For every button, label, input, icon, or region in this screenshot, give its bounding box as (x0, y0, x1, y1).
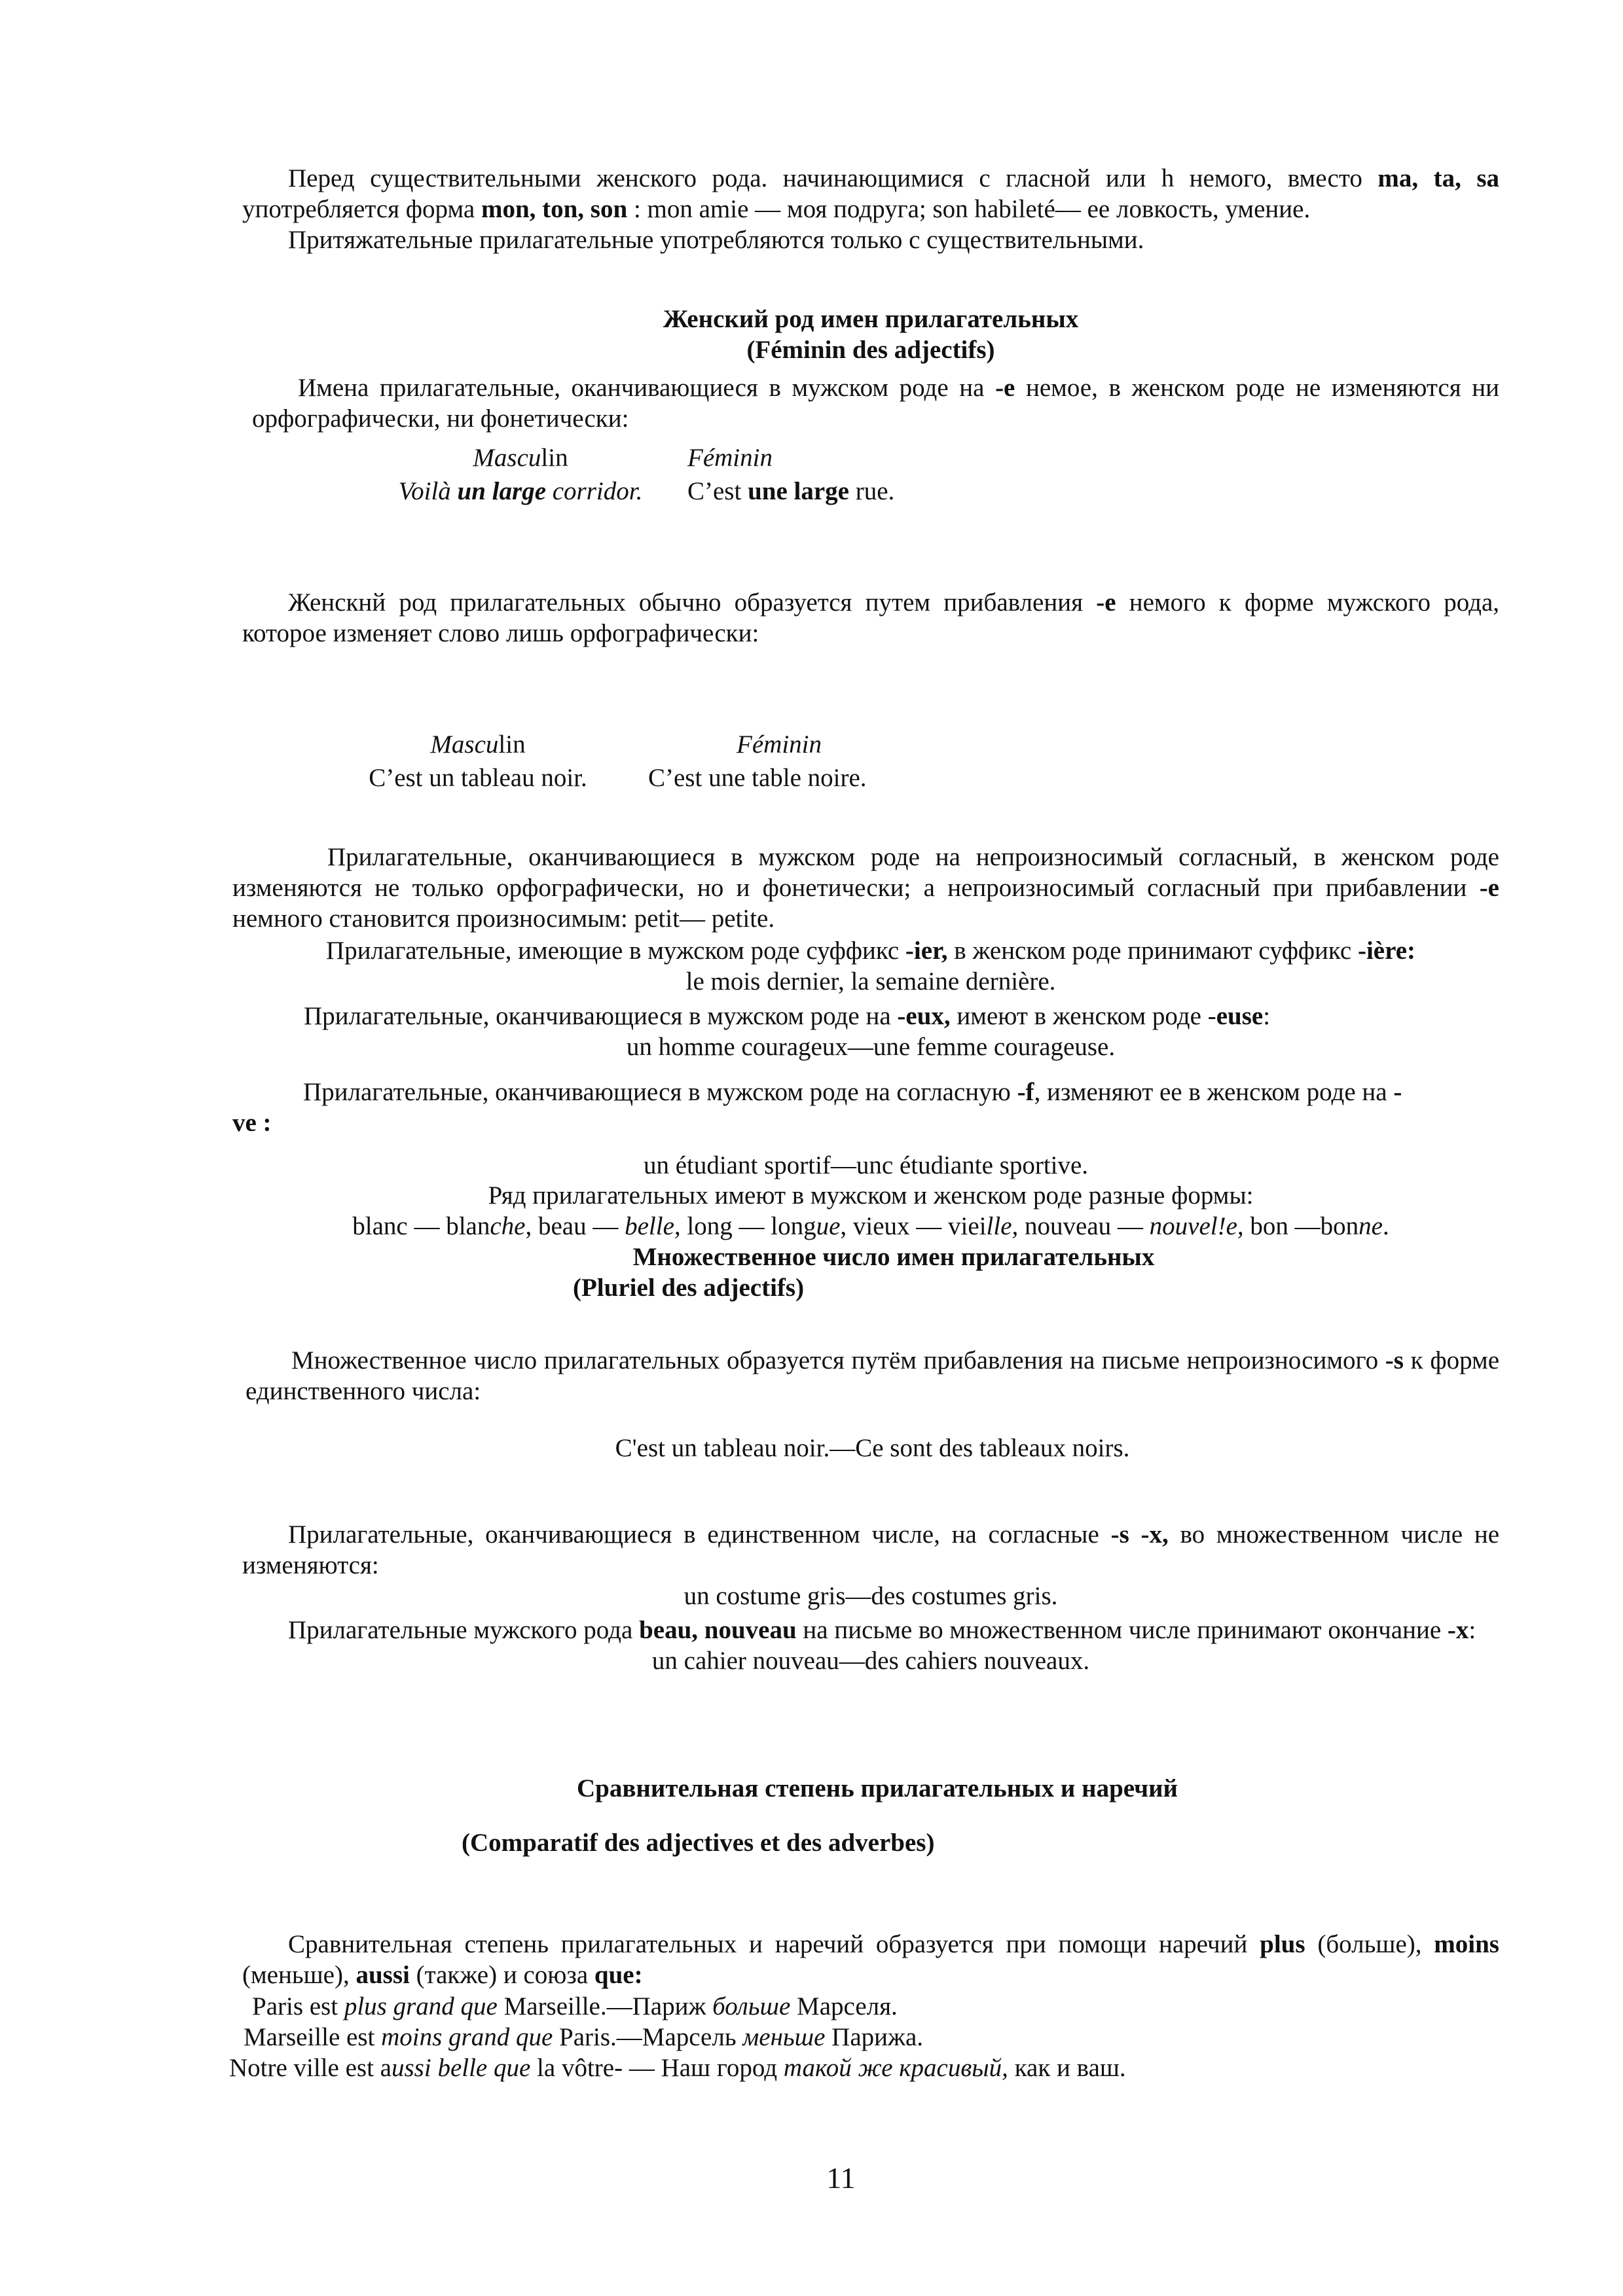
masculin-header-2: Masculin (430, 730, 526, 759)
feminine-paragraph-1: Имена прилагательные, оканчивающиеся в мужском роде на -е немое, в женском роде не изменяются ни орфографически, ни фонетически: (252, 374, 1499, 433)
feminin-example-2: C’est une table noire. (648, 764, 867, 792)
comparative-example-2: Marseille est moins grand que Paris.—Марсель меньше Парижа. (244, 2022, 924, 2051)
comparative-example-3: Notre ville est aussi belle que la vôtre- — Наш город такой же красивый, как и ваш. (229, 2053, 1126, 2082)
feminine-example-7: blanc — blanche, beau — belle, long — longue, vieux — vieille, nouveau — nouvel!e, bon —bonne. (352, 1211, 1389, 1240)
feminin-header: Féminin (687, 443, 773, 472)
example-table-1 (354, 440, 949, 507)
feminine-paragraph-7: Ряд прилагательных имеют в мужском и женском роде разные формы: blanc — blanche, beau — belle, long — longue, vieux — vieille, nouveau — nouvel!e, bon —bonne. (242, 1181, 1499, 1242)
plural-title: Множественное число имен прилагательных (632, 1243, 1155, 1271)
masculin-example: Voilà un large corridor. (398, 477, 643, 505)
feminine-paragraph-6: Прилагательные, оканчивающиеся в мужском роде на согласную -f, изменяют ее в женском роде на - ve : un étudiant sportif—unc étudiante sportive. (232, 1077, 1499, 1181)
feminine-paragraph-2: Женскнй род прилагательных обычно образуется путем прибавления -е немого к форме мужского рода, которое изменяет слово лишь орфографически: (242, 588, 1499, 647)
comparative-examples (229, 1992, 1486, 2083)
feminine-paragraph-3: Прилагательные, оканчивающиеся в мужском роде на непроизносимый согласный, в женском роде изменяются не только орфографически, но и фонетически; а непроизносимый согласный при прибавлении -е немного становится произносимым: petit— petite. (232, 843, 1499, 933)
masculin-header: Masculin (473, 443, 568, 472)
feminine-example-5: un homme courageux—une femme courageuse. (626, 1032, 1116, 1061)
feminine-example-4: le mois dernier, la semaine dernière. (685, 967, 1056, 996)
plural-example-2: un costume gris—des costumes gris. (684, 1581, 1058, 1610)
feminine-subtitle: (Féminin des adjectifs) (746, 335, 995, 364)
plural-paragraph-2: Прилагательные, оканчивающиеся в единственном числе, на согласные -s -x, во множественном числе не изменяются: un costume gris—des costumes gris. (242, 1520, 1499, 1611)
plural-paragraph-3: Прилагательные мужского рода beau, nouveau на письме во множественном числе принимают окончание -x: un cahier nouveau—des cahiers nouveaux. (242, 1615, 1499, 1677)
example-table-2 (308, 726, 910, 794)
comparative-subtitle: (Comparatif des adjectives et des adverbes) (462, 1828, 935, 1857)
plural-heading (242, 1242, 1499, 1304)
page-number: 11 (826, 2161, 856, 2195)
feminine-paragraph-4: Прилагательные, имеющие в мужском роде суффикс -ier, в женском роде принимают суффикс -ière: le mois dernier, la semaine dernière. (242, 936, 1499, 997)
plural-paragraph-1: Множественное число прилагательных образуется путём прибавления на письме непроизносимого -s к форме единственного числа: C'est un tableau noir.—Ce sont des tableaux noirs. (246, 1346, 1499, 1463)
feminine-example-6: un étudiant sportif—unc étudiante sportive. (643, 1151, 1089, 1179)
feminin-header-2: Féminin (737, 730, 822, 759)
plural-example-3: un cahier nouveau—des cahiers nouveaux. (651, 1646, 1090, 1675)
intro-paragraph-1: Перед существительными женского рода. начинающимися с гласной или h немого, вместо ma, ta, sa употребляется форма mon, ton, son : mon amie — моя подруга; son habileté— ее ловкость, умение. (242, 164, 1499, 223)
plural-subtitle: (Pluriel des adjectifs) (573, 1273, 805, 1302)
intro-section (242, 164, 1499, 255)
feminine-heading (242, 304, 1499, 366)
feminine-paragraph-5: Прилагательные, оканчивающиеся в мужском роде на -eux, имеют в женском роде -euse: un homme courageux—une femme courageuse. (242, 1001, 1499, 1063)
comparative-example-1: Paris est plus grand que Marseille.—Париж больше Марселя. (252, 1992, 898, 2020)
comparative-paragraph-1: Сравнительная степень прилагательных и наречий образуется при помощи наречий plus (больше), moins (меньше), aussi (также) и союза que: (242, 1930, 1499, 1989)
masculin-example-2: C’est un tableau noir. (369, 764, 587, 792)
intro-paragraph-2: Притяжательные прилагательные употребляются только с существительными. (288, 225, 1144, 254)
comparative-title: Сравнительная степень прилагательных и наречий (576, 1774, 1178, 1803)
plural-example-1: C'est un tableau noir.—Ce sont des tableaux noirs. (615, 1433, 1130, 1462)
feminin-example: C’est une large rue. (687, 477, 895, 505)
feminine-title: Женский род имен прилагательных (663, 305, 1079, 333)
comparative-heading (242, 1774, 1499, 1859)
